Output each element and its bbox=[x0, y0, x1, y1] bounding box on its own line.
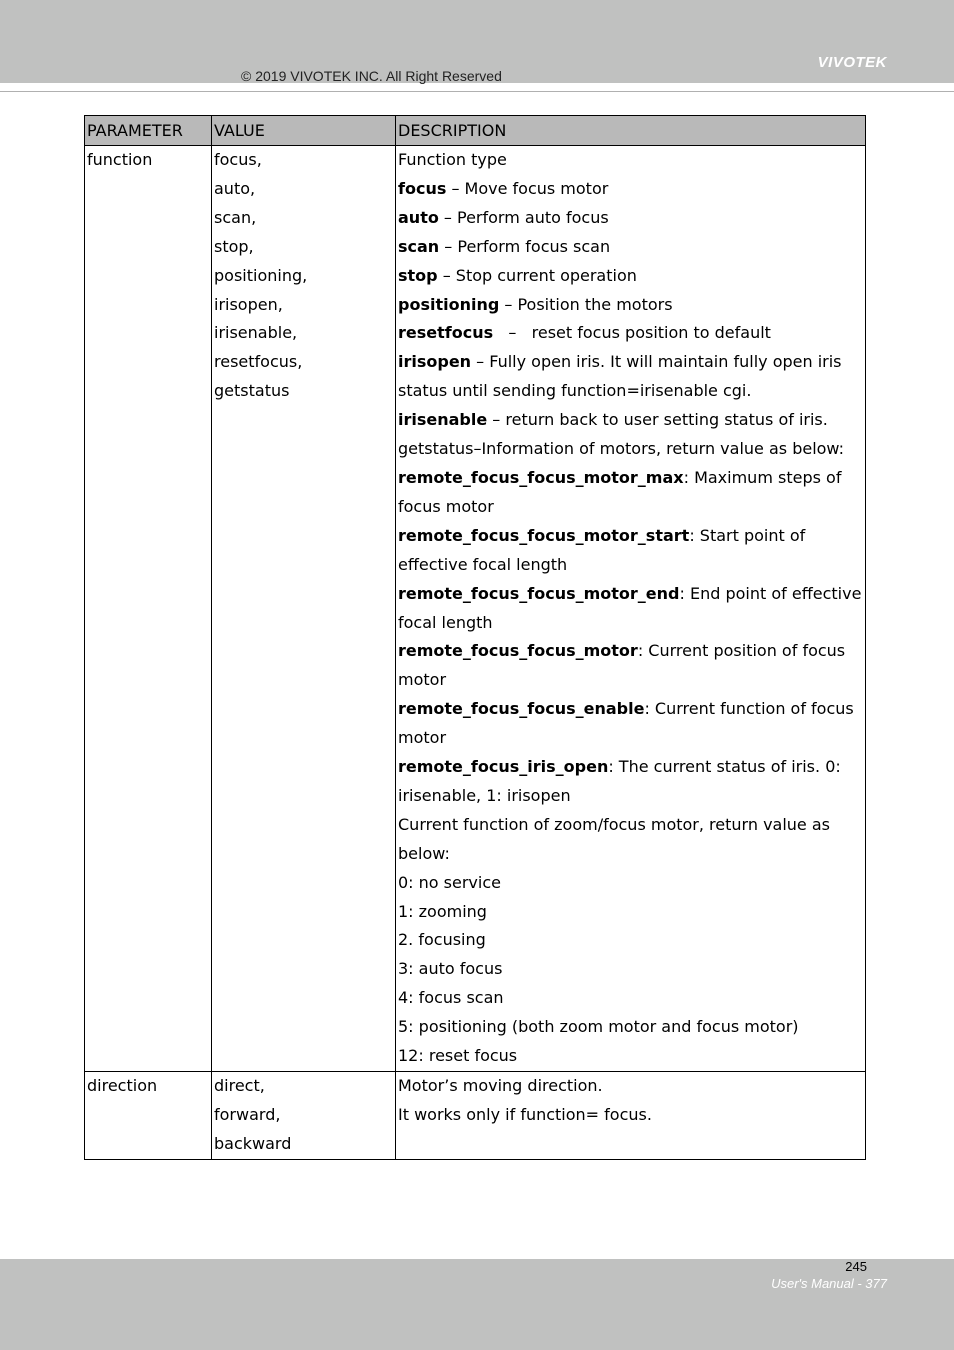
description-line: Current function of zoom/focus motor, return value as below: bbox=[398, 814, 830, 863]
value-cell bbox=[212, 1072, 396, 1160]
table-header-row bbox=[85, 116, 866, 146]
header-value: VALUE bbox=[212, 116, 396, 146]
value-item: backward bbox=[214, 1133, 292, 1153]
description-line: 5: positioning (both zoom motor and focus motor) bbox=[398, 1017, 799, 1037]
description-line: 1: zooming bbox=[398, 901, 487, 921]
description-line: focus – Move focus motor bbox=[398, 178, 609, 198]
value-item: focus, bbox=[214, 150, 262, 169]
param-name: function bbox=[87, 150, 153, 169]
description-line: remote_focus_focus_motor_max: Maximum steps of focus motor bbox=[398, 467, 842, 516]
description-line: remote_focus_focus_motor: Current position of focus motor bbox=[398, 641, 846, 690]
copyright-text: © 2019 VIVOTEK INC. All Right Reserved bbox=[241, 68, 502, 84]
description-line: irisopen – Fully open iris. It will maintain fully open iris status until sending function=irisenable cgi. bbox=[398, 352, 842, 401]
value-item: stop, bbox=[214, 236, 254, 256]
description-line: Motor’s moving direction. bbox=[398, 1076, 603, 1095]
description-line: stop – Stop current operation bbox=[398, 265, 637, 285]
table-row bbox=[85, 146, 866, 1072]
value-item: scan, bbox=[214, 207, 257, 227]
description-line: 0: no service bbox=[398, 872, 501, 892]
param-cell bbox=[85, 1072, 212, 1160]
page-number: 245 bbox=[845, 1259, 867, 1274]
description-line: getstatus–Information of motors, return value as below: bbox=[398, 439, 845, 459]
description-cell bbox=[396, 146, 866, 1072]
header-band bbox=[0, 0, 954, 83]
footer-band bbox=[0, 1259, 954, 1350]
description-line: auto – Perform auto focus bbox=[398, 207, 609, 227]
value-item: direct, bbox=[214, 1076, 265, 1095]
value-item: irisopen, bbox=[214, 294, 283, 314]
description-line: remote_focus_iris_open: The current status of iris. 0: irisenable, 1: irisopen bbox=[398, 757, 841, 805]
value-item: resetfocus, bbox=[214, 352, 303, 372]
value-item: irisenable, bbox=[214, 323, 298, 343]
description-line: It works only if function= focus. bbox=[398, 1104, 652, 1124]
description-line: resetfocus – reset focus position to default bbox=[398, 323, 771, 343]
param-cell bbox=[85, 146, 212, 1072]
value-item: positioning, bbox=[214, 265, 308, 285]
description-line: irisenable – return back to user setting status of iris. bbox=[398, 410, 828, 430]
header-divider bbox=[0, 91, 954, 92]
manual-reference: User's Manual - 377 bbox=[771, 1276, 887, 1291]
description-line: 12: reset focus bbox=[398, 1046, 518, 1066]
table-row bbox=[85, 1072, 866, 1160]
value-cell bbox=[212, 146, 396, 1072]
description-line: 3: auto focus bbox=[398, 959, 503, 979]
parameter-table bbox=[84, 115, 866, 1160]
value-item: getstatus bbox=[214, 381, 290, 401]
brand-logo: VIVOTEK bbox=[817, 54, 887, 71]
description-line: remote_focus_focus_motor_end: End point of effective focal length bbox=[398, 583, 862, 632]
description-line: remote_focus_focus_enable: Current function of focus motor bbox=[398, 699, 854, 748]
value-item: auto, bbox=[214, 178, 256, 198]
description-line: remote_focus_focus_motor_start: Start point of effective focal length bbox=[398, 525, 806, 574]
header-parameter: PARAMETER bbox=[85, 116, 212, 146]
param-name: direction bbox=[87, 1076, 158, 1095]
description-line: Function type bbox=[398, 150, 507, 169]
description-line: 4: focus scan bbox=[398, 988, 504, 1008]
description-line: 2. focusing bbox=[398, 930, 486, 950]
value-item: forward, bbox=[214, 1104, 281, 1124]
description-line: positioning – Position the motors bbox=[398, 294, 673, 314]
header-description: DESCRIPTION bbox=[396, 116, 866, 146]
description-cell bbox=[396, 1072, 866, 1160]
description-line: scan – Perform focus scan bbox=[398, 236, 611, 256]
